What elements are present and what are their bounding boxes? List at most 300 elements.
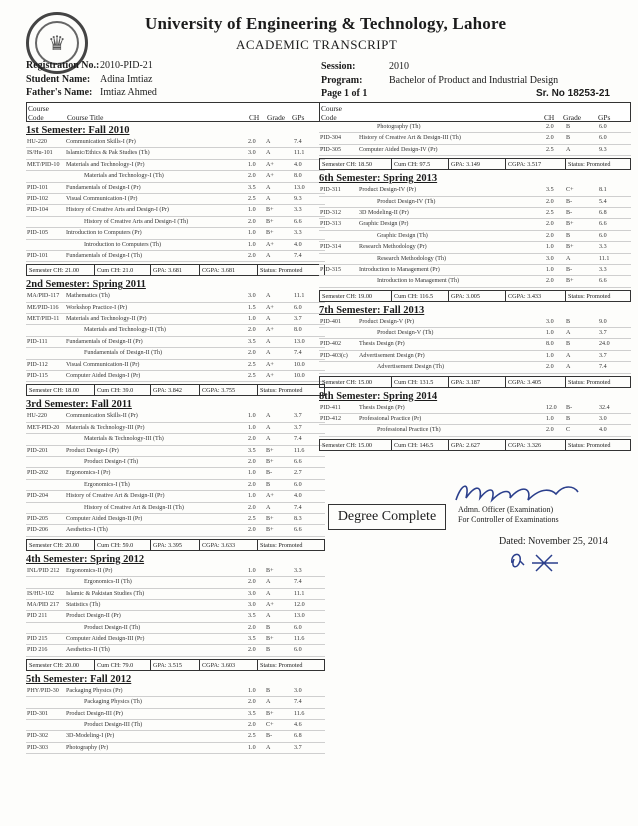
course-title: Ergonomics-II (Th) xyxy=(84,579,132,586)
grade-points: 10.0 xyxy=(294,361,305,368)
credit-hours: 2.0 xyxy=(248,481,256,488)
grade: B+ xyxy=(266,710,274,717)
semester-title: 4th Semester: Spring 2012 xyxy=(26,553,145,565)
credit-hours: 2.0 xyxy=(248,139,256,145)
grade-points: 4.6 xyxy=(294,722,302,729)
grade: B xyxy=(566,341,571,348)
summary-cgpa: CGPA: 3.326 xyxy=(508,441,542,449)
course-title: Product Design-III (Th) xyxy=(84,722,143,729)
grade: B- xyxy=(266,470,273,477)
credit-hours: 2.5 xyxy=(546,146,554,153)
grade-points: 4.0 xyxy=(294,241,302,248)
summary-status: Status: Promoted xyxy=(568,292,611,300)
grade: A xyxy=(266,590,271,597)
course-title: Introduction to Computers (Th) xyxy=(84,241,162,248)
grade: B+ xyxy=(266,458,274,465)
course-title: Product Design-III (Pr) xyxy=(66,710,123,717)
credit-hours: 1.0 xyxy=(546,416,554,423)
course-row xyxy=(26,589,325,600)
course-row xyxy=(26,468,325,479)
grade: A xyxy=(266,699,271,706)
course-code: PID-102 xyxy=(27,195,48,202)
course-row xyxy=(26,205,325,216)
summary-cum-ch: Cum CH: 116.5 xyxy=(394,292,434,300)
grade-points: 7.4 xyxy=(294,252,302,259)
program-field: Program: Bachelor of Product and Industrial Design xyxy=(321,75,559,86)
grade: B+ xyxy=(266,218,274,225)
course-title: Research Methodology (Pr) xyxy=(359,244,427,251)
grade-points: 3.7 xyxy=(294,424,302,431)
grade-points: 11.1 xyxy=(599,255,610,262)
course-title: Computer Aided Design-III (Pr) xyxy=(66,636,145,643)
grade-points: 6.0 xyxy=(294,304,302,311)
credit-hours: 1.0 xyxy=(248,687,256,694)
grade-points: 13.0 xyxy=(294,613,305,620)
course-code: PID-411 xyxy=(320,404,341,411)
grade-points: 6.0 xyxy=(599,135,607,142)
course-title: History of Creative Art & Design-III (Th) xyxy=(359,135,461,142)
course-row xyxy=(26,240,325,251)
course-title: Aesthetics-II (Th) xyxy=(66,647,110,654)
grade: A+ xyxy=(266,373,274,380)
grade-points: 6.6 xyxy=(599,221,607,228)
course-title: Photography (Pr) xyxy=(66,744,109,751)
credit-hours: 1.0 xyxy=(248,470,256,477)
grade-points: 7.4 xyxy=(294,699,302,706)
course-title: Advertisement Design (Th) xyxy=(377,364,445,371)
grade: A xyxy=(266,579,271,586)
course-title: Materials and Technology-I (Pr) xyxy=(66,161,145,168)
grade-points: 12.0 xyxy=(294,601,305,608)
grade: A+ xyxy=(266,304,274,311)
credit-hours: 1.0 xyxy=(248,207,256,214)
summary-sem-ch: Semester CH: 21.00 xyxy=(29,267,80,275)
credit-hours: 2.0 xyxy=(248,458,256,465)
course-code: PID 215 xyxy=(27,636,48,643)
grade: B+ xyxy=(266,515,274,522)
course-row xyxy=(319,414,631,425)
officer-block: Admn. Officer (Examination) For Controller of Examinations xyxy=(458,505,559,524)
summary-gpa: GPA: 2.627 xyxy=(451,441,480,449)
summary-gpa: GPA: 3.681 xyxy=(153,267,182,275)
grade-points: 6.0 xyxy=(294,624,302,631)
grade-points: 9.3 xyxy=(599,146,607,153)
semester-title: 8th Semester: Spring 2014 xyxy=(319,390,438,402)
semester-summary xyxy=(319,290,631,302)
student-name-field: Student Name: Adina Imtiaz xyxy=(26,74,153,85)
left-course-column xyxy=(26,102,325,754)
course-row xyxy=(26,446,325,457)
course-title: Fundamentals of Design-I (Th) xyxy=(66,252,142,259)
grade: A xyxy=(566,364,571,371)
grade-points: 3.3 xyxy=(294,230,302,237)
course-row xyxy=(26,171,325,182)
course-title: Ergonomics-I (Th) xyxy=(84,481,130,488)
credit-hours: 1.0 xyxy=(248,161,256,168)
credit-hours: 3.5 xyxy=(248,447,256,454)
grade: A+ xyxy=(266,493,274,500)
grade-points: 6.0 xyxy=(599,124,607,130)
course-row xyxy=(26,645,325,656)
semester-title: 7th Semester: Fall 2013 xyxy=(319,304,425,316)
course-title: History of Creative Arts and Design-I (Pr) xyxy=(66,207,169,214)
grade: B- xyxy=(566,198,573,205)
summary-cgpa: CGPA: 3.603 xyxy=(202,661,236,669)
grade: A xyxy=(266,436,271,443)
course-row xyxy=(319,403,631,414)
grade: A xyxy=(266,293,271,300)
grade: B xyxy=(266,481,271,488)
credit-hours: 2.0 xyxy=(248,527,256,534)
course-code: PID-206 xyxy=(27,527,48,534)
grade-points: 8.1 xyxy=(599,187,607,194)
credit-hours: 1.0 xyxy=(546,244,554,251)
grade-points: 11.1 xyxy=(294,150,305,157)
credit-hours: 1.0 xyxy=(248,316,256,323)
credit-hours: 3.5 xyxy=(248,338,256,345)
grade-points: 4.0 xyxy=(294,161,302,168)
grade: A xyxy=(266,424,271,431)
grade-points: 3.7 xyxy=(294,744,302,751)
summary-cgpa: CGPA: 3.433 xyxy=(508,292,542,300)
credit-hours: 2.0 xyxy=(546,198,554,205)
course-title: Packaging Physics (Pr) xyxy=(66,687,123,694)
university-name: University of Engineering & Technology, Lahore xyxy=(145,14,507,33)
grade-points: 2.7 xyxy=(294,470,302,477)
grade-points: 6.8 xyxy=(294,733,302,740)
credit-hours: 8.0 xyxy=(546,341,554,348)
left-table-header: Course Code Course Title CH Grade GPs xyxy=(26,102,325,122)
summary-cum-ch: Cum CH: 97.5 xyxy=(394,161,431,169)
course-title: Thesis Design (Pr) xyxy=(359,341,405,348)
course-title: Fundamentals of Design-II (Pr) xyxy=(66,338,143,345)
grade: A xyxy=(566,146,571,153)
credit-hours: 2.5 xyxy=(248,361,256,368)
course-code: INL/PID 212 xyxy=(27,567,60,574)
course-row xyxy=(319,276,631,287)
grade-points: 4.0 xyxy=(294,493,302,500)
course-code: PID-202 xyxy=(27,470,48,477)
course-code: PID-311 xyxy=(320,187,341,194)
grade-points: 6.8 xyxy=(599,209,607,216)
course-row xyxy=(26,566,325,577)
course-row xyxy=(26,731,325,742)
summary-cgpa: CGPA: 3.755 xyxy=(202,387,236,395)
grade: A+ xyxy=(266,601,274,608)
course-title: Product Design-V (Th) xyxy=(377,330,434,337)
course-row xyxy=(26,623,325,634)
summary-sem-ch: Semester CH: 18.00 xyxy=(29,387,80,395)
summary-gpa: GPA: 3.187 xyxy=(451,378,480,386)
semester-block xyxy=(26,398,325,550)
summary-gpa: GPA: 3.149 xyxy=(451,161,480,169)
credit-hours: 1.0 xyxy=(248,230,256,237)
course-code: PID-312 xyxy=(320,209,341,216)
credit-hours: 1.0 xyxy=(546,352,554,359)
semester-summary xyxy=(319,376,631,388)
grade-points: 6.0 xyxy=(294,481,302,488)
course-row xyxy=(26,325,325,336)
grade: A+ xyxy=(266,241,274,248)
course-title: Materials & Technology-III (Pr) xyxy=(66,424,145,431)
grade: A xyxy=(566,255,571,262)
grade: B xyxy=(266,624,271,631)
grade: A xyxy=(266,613,271,620)
grade: B- xyxy=(566,266,573,273)
course-title: Product Design-V (Pr) xyxy=(359,318,415,325)
course-title: Communication Skills-I (Pr) xyxy=(66,139,136,145)
summary-cgpa: CGPA: 3.405 xyxy=(508,378,542,386)
course-row xyxy=(26,686,325,697)
summary-status: Status: Promoted xyxy=(260,661,303,669)
summary-sem-ch: Semester CH: 19.00 xyxy=(322,292,373,300)
course-code: PID-305 xyxy=(320,146,341,153)
grade-points: 3.3 xyxy=(294,567,302,574)
course-title: Professional Practice (Th) xyxy=(377,427,441,434)
course-title: Materials & Technology-III (Th) xyxy=(84,436,164,443)
grade-points: 11.6 xyxy=(294,447,305,454)
grade: A xyxy=(266,150,271,157)
course-row xyxy=(319,122,631,133)
grade: B+ xyxy=(266,230,274,237)
course-row xyxy=(319,197,631,208)
course-code: HU-220 xyxy=(27,413,47,420)
grade: A xyxy=(266,504,271,511)
summary-cum-ch: Cum CH: 146.5 xyxy=(394,441,434,449)
grade-points: 6.6 xyxy=(294,218,302,225)
course-title: Islamic & Pakistan Studies (Th) xyxy=(66,590,145,597)
university-seal-icon: ♛ xyxy=(26,12,88,74)
page-indicator: Page 1 of 1 xyxy=(321,88,368,99)
summary-gpa: GPA: 3.395 xyxy=(153,541,182,549)
course-code: PID-303 xyxy=(27,744,48,751)
course-title: History of Creative Art & Design-II (Pr) xyxy=(66,493,165,500)
course-code: PID-313 xyxy=(320,221,341,228)
course-row xyxy=(26,251,325,262)
summary-gpa: GPA: 3.515 xyxy=(153,661,182,669)
course-row xyxy=(319,219,631,230)
semester-block xyxy=(319,172,631,302)
initials-icon xyxy=(506,549,566,573)
course-title: Workshop Practice-I (Pr) xyxy=(66,304,128,311)
grade: A xyxy=(266,413,271,420)
credit-hours: 2.0 xyxy=(248,327,256,334)
grade-points: 4.0 xyxy=(599,427,607,434)
credit-hours: 2.0 xyxy=(248,218,256,225)
course-row xyxy=(26,611,325,622)
course-row xyxy=(26,291,325,302)
degree-complete-stamp: Degree Complete xyxy=(328,504,446,530)
credit-hours: 2.0 xyxy=(546,364,554,371)
course-row xyxy=(26,457,325,468)
summary-cum-ch: Cum CH: 79.0 xyxy=(97,661,134,669)
right-table-header: Course Code CH Grade GPs xyxy=(319,102,631,122)
summary-status: Status: Promoted xyxy=(260,387,303,395)
course-row xyxy=(26,600,325,611)
grade: C+ xyxy=(266,722,274,729)
credit-hours: 3.5 xyxy=(248,613,256,620)
credit-hours: 1.0 xyxy=(546,330,554,337)
summary-cum-ch: Cum CH: 131.5 xyxy=(394,378,434,386)
course-code: PHY/PID-30 xyxy=(27,687,59,694)
course-title: History of Creative Art & Design-II (Th) xyxy=(84,504,184,511)
course-row xyxy=(26,634,325,645)
grade-points: 3.0 xyxy=(294,687,302,694)
grade-points: 10.0 xyxy=(294,373,305,380)
summary-status: Status: Promoted xyxy=(260,541,303,549)
grade: B xyxy=(266,647,271,654)
credit-hours: 2.0 xyxy=(248,579,256,586)
semester-summary xyxy=(319,158,631,170)
course-title: Ergonomics-II (Pr) xyxy=(66,567,113,574)
grade-points: 11.6 xyxy=(294,636,305,643)
grade-points: 8.3 xyxy=(294,515,302,522)
semester-block xyxy=(319,304,631,388)
course-title: Photography (Th) xyxy=(377,124,421,130)
course-code: PID-101 xyxy=(27,184,48,191)
course-title: Advertisement Design (Pr) xyxy=(359,352,425,359)
credit-hours: 2.0 xyxy=(248,173,256,180)
credit-hours: 1.0 xyxy=(248,424,256,431)
grade: A+ xyxy=(266,327,274,334)
course-title: Product Design-IV (Pr) xyxy=(359,187,417,194)
grade-points: 32.4 xyxy=(599,404,610,411)
grade-points: 3.7 xyxy=(599,330,607,337)
credit-hours: 2.0 xyxy=(546,135,554,142)
course-title: 3D Modeling-II (Pr) xyxy=(359,209,409,216)
course-row xyxy=(26,228,325,239)
issue-date: Dated: November 25, 2014 xyxy=(499,536,608,547)
grade: B+ xyxy=(266,527,274,534)
course-code: HU-220 xyxy=(27,139,47,145)
course-code: PID-204 xyxy=(27,493,48,500)
credit-hours: 2.5 xyxy=(546,209,554,216)
course-title: Islamic/Ethics & Pak Studies (Th) xyxy=(66,150,150,157)
grade: A xyxy=(266,350,271,357)
credit-hours: 3.0 xyxy=(248,150,256,157)
course-code: PID-111 xyxy=(27,338,48,345)
grade-points: 7.4 xyxy=(294,579,302,586)
grade-points: 13.0 xyxy=(294,338,305,345)
course-row xyxy=(319,328,631,339)
registration-field: Registration No.: 2010-PID-21 xyxy=(26,60,153,71)
grade-points: 7.4 xyxy=(599,364,607,371)
grade: A xyxy=(266,338,271,345)
course-row xyxy=(319,362,631,373)
credit-hours: 1.0 xyxy=(248,493,256,500)
semester-block xyxy=(26,278,325,396)
course-row xyxy=(319,185,631,196)
grade-points: 7.4 xyxy=(294,139,302,145)
semester-title: 2nd Semester: Spring 2011 xyxy=(26,279,146,291)
course-title: Product Design-II (Th) xyxy=(84,624,141,631)
grade-points: 3.0 xyxy=(599,416,607,423)
credit-hours: 2.5 xyxy=(248,515,256,522)
course-row xyxy=(26,348,325,359)
course-code: MET-PID-20 xyxy=(27,424,60,431)
grade-points: 7.4 xyxy=(294,436,302,443)
course-title: Product Design-I (Th) xyxy=(84,458,139,465)
course-code: PID-115 xyxy=(27,373,48,380)
summary-sem-ch: Semester CH: 20.00 xyxy=(29,661,80,669)
grade: B xyxy=(566,124,571,130)
semester-title: 6th Semester: Spring 2013 xyxy=(319,173,438,185)
course-row xyxy=(319,145,631,156)
course-row xyxy=(26,411,325,422)
credit-hours: 2.0 xyxy=(546,124,554,130)
course-row xyxy=(26,337,325,348)
right-course-column xyxy=(319,102,631,451)
credit-hours: 2.0 xyxy=(546,427,554,434)
course-row xyxy=(26,423,325,434)
course-title: Thesis Design (Pr) xyxy=(359,404,405,411)
summary-sem-ch: Semester CH: 15.00 xyxy=(322,378,373,386)
grade: B- xyxy=(266,733,273,740)
course-code: PID 211 xyxy=(27,613,48,620)
course-title: Research Methodology (Th) xyxy=(377,255,447,262)
semester-continuation xyxy=(319,122,631,170)
grade: B- xyxy=(566,209,573,216)
course-row xyxy=(319,351,631,362)
semester-block xyxy=(26,553,325,671)
course-title: Graphic Design (Th) xyxy=(377,232,428,239)
course-row xyxy=(26,743,325,754)
grade: C xyxy=(566,427,571,434)
course-row xyxy=(26,503,325,514)
credit-hours: 2.0 xyxy=(248,624,256,631)
semester-title: 1st Semester: Fall 2010 xyxy=(26,125,130,136)
grade-points: 7.4 xyxy=(294,350,302,357)
credit-hours: 2.5 xyxy=(248,195,256,202)
grade-points: 8.0 xyxy=(294,173,302,180)
course-row xyxy=(319,254,631,265)
course-title: Visual Communication-II (Pr) xyxy=(66,361,140,368)
course-row xyxy=(319,425,631,436)
grade: B xyxy=(566,318,571,325)
course-code: PID-412 xyxy=(320,416,341,423)
summary-status: Status: Promoted xyxy=(568,161,611,169)
course-title: History of Creative Arts and Design-I (Th) xyxy=(84,218,189,225)
grade: A xyxy=(266,252,271,259)
session-field: Session: 2010 xyxy=(321,61,409,72)
course-code: MA/PID-117 xyxy=(27,293,60,300)
grade-points: 8.0 xyxy=(294,327,302,334)
grade: A xyxy=(266,184,271,191)
summary-sem-ch: Semester CH: 20.00 xyxy=(29,541,80,549)
credit-hours: 3.5 xyxy=(248,184,256,191)
course-code: PID-402 xyxy=(320,341,341,348)
credit-hours: 3.5 xyxy=(248,636,256,643)
course-row xyxy=(319,133,631,144)
course-code: PID-401 xyxy=(320,318,341,325)
grade-points: 11.1 xyxy=(294,590,305,597)
course-code: MA/PID 217 xyxy=(27,601,59,608)
semester-summary xyxy=(26,264,325,276)
credit-hours: 2.0 xyxy=(248,252,256,259)
semester-block xyxy=(26,673,325,754)
course-row xyxy=(26,137,325,148)
summary-cum-ch: Cum CH: 21.0 xyxy=(97,267,134,275)
semester-block xyxy=(319,390,631,451)
course-code: PID-205 xyxy=(27,515,48,522)
credit-hours: 3.5 xyxy=(546,187,554,194)
grade-points: 3.3 xyxy=(599,244,607,251)
grade-points: 9.3 xyxy=(294,195,302,202)
grade: A+ xyxy=(266,161,274,168)
course-row xyxy=(319,317,631,328)
course-row xyxy=(26,371,325,382)
signature-icon xyxy=(452,478,582,506)
